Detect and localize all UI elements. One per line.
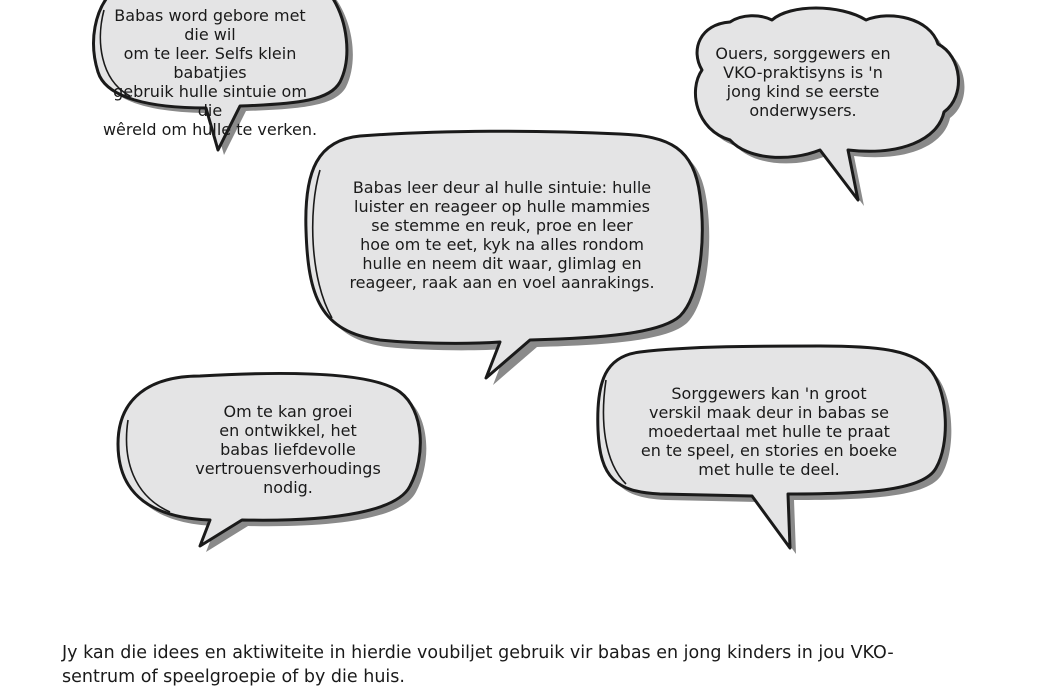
footer-line-2: sentrum of speelgroepie of by die huis. xyxy=(62,667,405,687)
footer-paragraph xyxy=(62,641,1002,689)
speech-bubble-3-text: Babas leer deur al hulle sintuie: hulle luister en reageer op hulle mammies se stemme en reuk, proe en leer hoe om te eet, kyk na alles rondom hulle en neem dit waar, glimlag en reageer, raak aan en voel aanrakings. xyxy=(349,178,655,292)
speech-bubble-2-text: Ouers, sorggewers en VKO-praktisyns is 'n jong kind se eerste onderwysers. xyxy=(715,44,891,120)
speech-bubble-1-text: Babas word gebore met die wil om te leer. Selfs klein babatjies gebruik hulle sintuie om die wêreld om hulle te verken. xyxy=(102,6,318,139)
speech-bubble-5-text: Sorggewers kan 'n groot verskil maak deur in babas se moedertaal met hulle te praat en te speel, en stories en boeke met hulle te deel. xyxy=(640,384,898,479)
footer-line-1: Jy kan die idees en aktiwiteite in hierdie voubiljet gebruik vir babas en jong kinders in jou VKO- xyxy=(62,643,894,663)
speech-bubble-4-text: Om te kan groei en ontwikkel, het babas liefdevolle vertrouensverhoudings nodig. xyxy=(195,402,381,497)
